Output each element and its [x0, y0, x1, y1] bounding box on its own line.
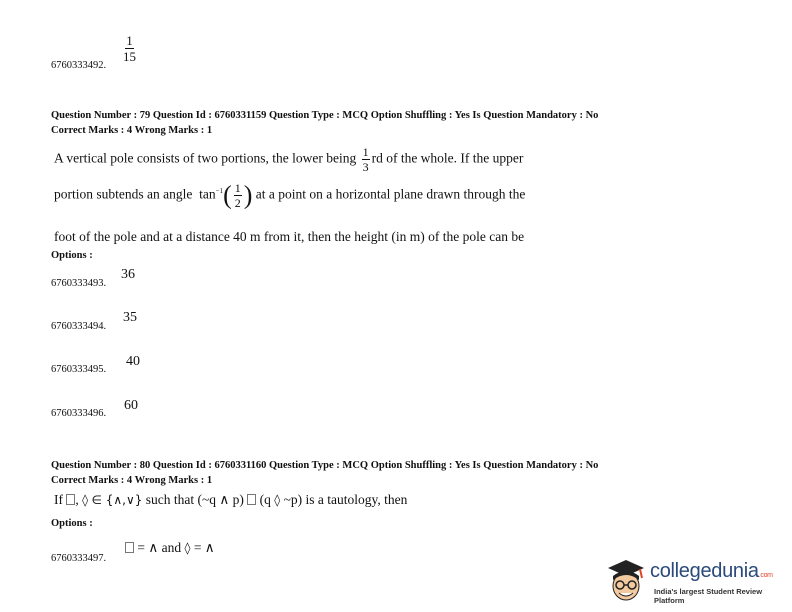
q79-header-line2: Correct Marks : 4 Wrong Marks : 1: [51, 125, 213, 136]
q80-set: ∈ {∧,∨}: [91, 493, 143, 507]
q80-option-1-text-a: = ∧ and: [137, 540, 182, 555]
q79-text-line1: [54, 146, 523, 173]
q79-line2-b: at a point on a horizontal plane drawn through the: [255, 186, 526, 202]
fraction-denominator: 3: [362, 160, 369, 174]
fraction-denominator: 15: [123, 49, 136, 64]
mascot-icon: [604, 556, 648, 606]
q80-tail: ~p) is a tautology, then: [283, 492, 408, 507]
logo-name-text: collegedunia: [650, 560, 759, 582]
q80-such-that: such that (~q ∧ p): [145, 492, 244, 507]
q79-option-1-id: 6760333493.: [51, 278, 107, 289]
placeholder-square-icon: [247, 494, 256, 505]
q80-text: [54, 492, 407, 508]
diamond-symbol: ◊: [184, 541, 191, 555]
q80-option-1-text-b: = ∧: [193, 540, 215, 555]
diamond-symbol: ◊: [274, 493, 281, 507]
q80-comma: ,: [75, 492, 79, 507]
q80-option-1-value[interactable]: [125, 540, 215, 556]
right-paren: ): [243, 180, 253, 210]
q79-option-2-id: 6760333494.: [51, 321, 107, 332]
left-paren: (: [223, 180, 232, 210]
logo-tagline: India's largest Student Review Platform: [654, 587, 763, 605]
q79-inverse-superscript: −1: [215, 187, 224, 196]
q79-line1-b: rd of the whole. If the upper: [371, 150, 524, 166]
fraction-numerator: 1: [126, 33, 133, 48]
q79-one-half: [234, 182, 242, 209]
fraction-numerator: 1: [362, 145, 369, 159]
q80-paren: (q: [259, 492, 271, 507]
q79-option-3-id: 6760333495.: [51, 364, 107, 375]
q79-header-line1: Question Number : 79 Question Id : 6760331159 Question Type : MCQ Option Shuffling : Yes Is Question Mandatory : No: [51, 110, 599, 121]
prev-option-fraction: [123, 34, 136, 63]
collegedunia-logo: [604, 556, 786, 608]
fraction-denominator: 2: [234, 196, 241, 210]
q79-option-2-value[interactable]: 35: [123, 310, 137, 325]
diamond-symbol: ◊: [82, 493, 89, 507]
logo-wordmark: [650, 560, 773, 583]
q79-options-label: Options :: [51, 250, 93, 261]
q79-option-4-id: 6760333496.: [51, 408, 107, 419]
q79-one-third: [362, 146, 370, 173]
q80-if: If: [54, 492, 63, 507]
q79-text-line3: foot of the pole and at a distance 40 m from it, then the height (in m) of the pole can be: [54, 229, 525, 244]
prev-option-id: 6760333492.: [51, 60, 107, 71]
q79-line2-a: portion subtends an angle: [54, 186, 193, 202]
q79-tan: tan: [199, 186, 216, 202]
q79-text-line2: [54, 182, 525, 209]
fraction-numerator: 1: [234, 181, 241, 195]
q80-header-line1: Question Number : 80 Question Id : 6760331160 Question Type : MCQ Option Shuffling : Yes Is Question Mandatory : No: [51, 460, 599, 471]
q80-option-1-id: 6760333497.: [51, 553, 107, 564]
logo-suffix: .com: [758, 572, 773, 579]
placeholder-square-icon: [125, 542, 134, 553]
q79-option-3-value[interactable]: 40: [126, 354, 140, 369]
q79-option-1-value[interactable]: 36: [121, 267, 135, 282]
q79-line1-a: A vertical pole consists of two portions, the lower being: [54, 150, 357, 166]
q79-option-4-value[interactable]: 60: [124, 398, 138, 413]
q80-header-line2: Correct Marks : 4 Wrong Marks : 1: [51, 475, 213, 486]
q80-options-label: Options :: [51, 518, 93, 529]
